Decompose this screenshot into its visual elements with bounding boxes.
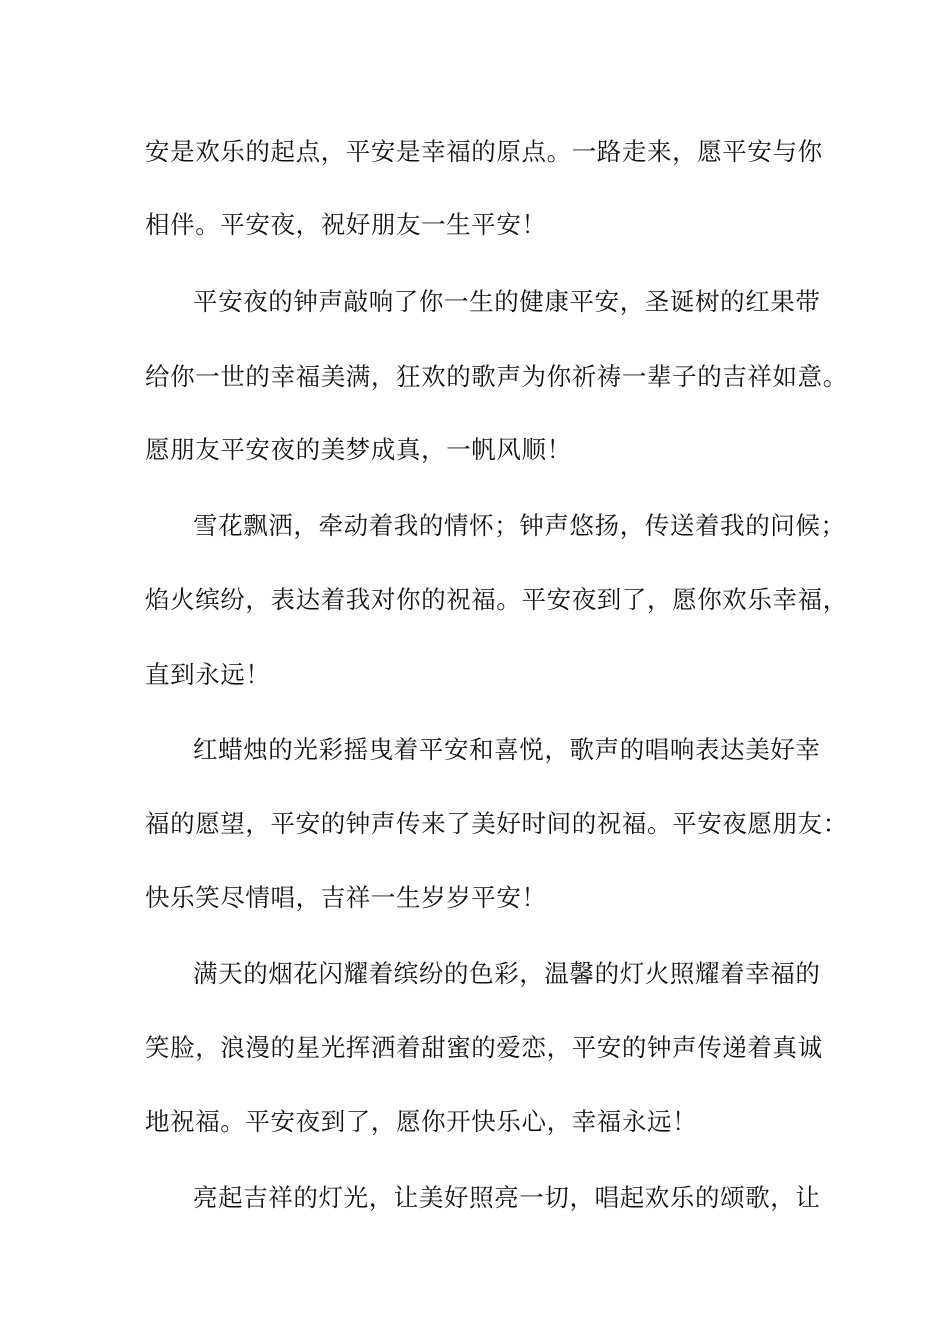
text-line: 给你一世的幸福美满，狂欢的歌声为你祈祷一辈子的吉祥如意。 (145, 362, 848, 391)
text-line: 福的愿望，平安的钟声传来了美好时间的祝福。平安夜愿朋友： (145, 809, 848, 838)
text-line: 安是欢乐的起点，平安是幸福的原点。一路走来，愿平安与你 (145, 137, 823, 166)
text-line: 焰火缤纷，表达着我对你的祝福。平安夜到了，愿你欢乐幸福， (145, 585, 848, 614)
text-line: 愿朋友平安夜的美梦成真，一帆风顺！ (145, 435, 572, 464)
text-line: 雪花飘洒，牵动着我的情怀；钟声悠扬，传送着我的问候； (193, 511, 846, 540)
text-line: 亮起吉祥的灯光，让美好照亮一切，唱起欢乐的颂歌，让 (193, 1183, 821, 1212)
text-line: 平安夜的钟声敲响了你一生的健康平安，圣诞树的红果带 (193, 287, 821, 316)
text-line: 直到永远！ (145, 660, 271, 689)
text-line: 相伴。平安夜，祝好朋友一生平安！ (145, 210, 547, 239)
text-line: 红蜡烛的光彩摇曳着平安和喜悦，歌声的唱响表达美好幸 (193, 735, 821, 764)
text-line: 满天的烟花闪耀着缤纷的色彩，温馨的灯火照耀着幸福的 (193, 959, 821, 988)
text-line: 地祝福。平安夜到了，愿你开快乐心，幸福永远！ (145, 1107, 698, 1136)
text-line: 快乐笑尽情唱，吉祥一生岁岁平安！ (145, 883, 547, 912)
text-line: 笑脸，浪漫的星光挥洒着甜蜜的爱恋，平安的钟声传递着真诚 (145, 1033, 823, 1062)
